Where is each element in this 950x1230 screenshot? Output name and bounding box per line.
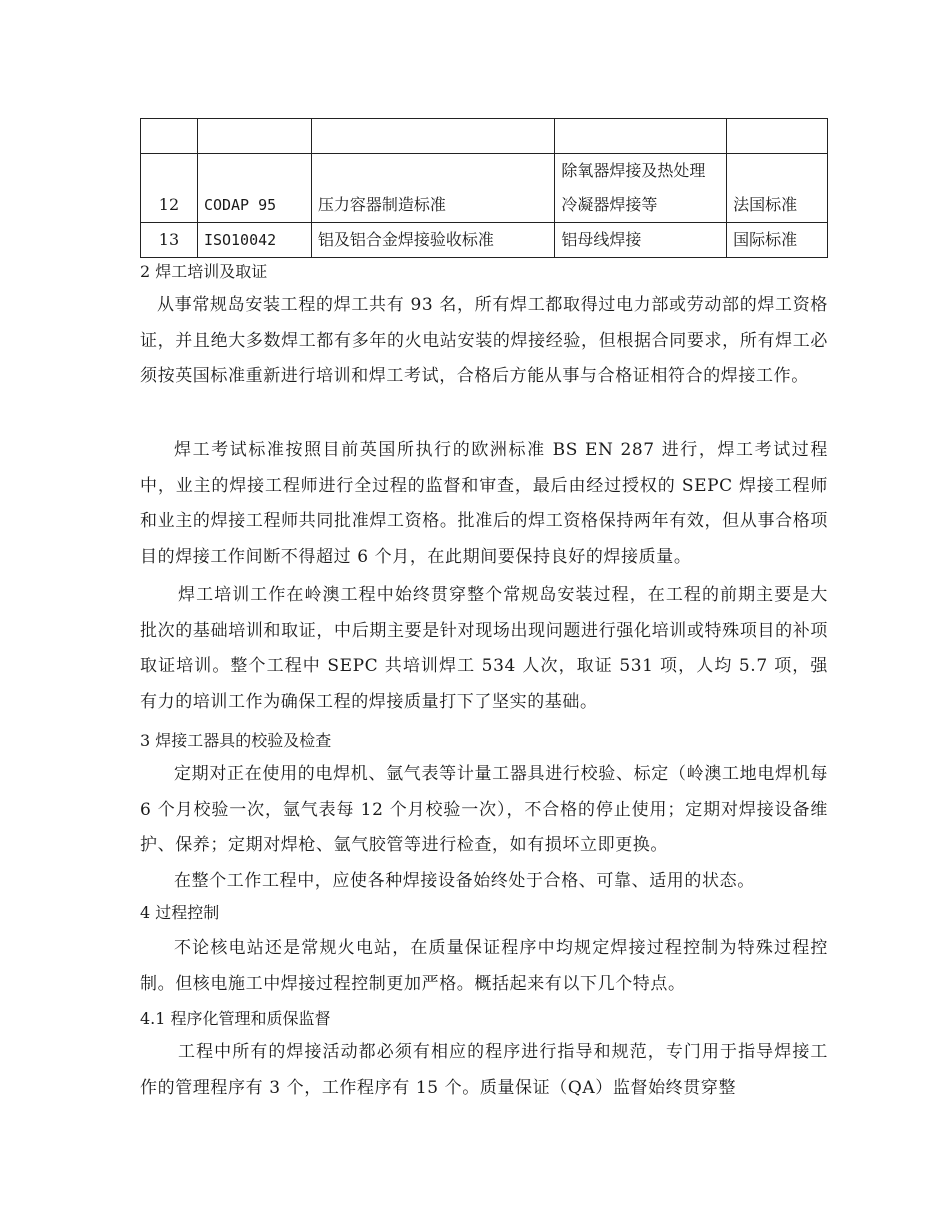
table-cell [311, 119, 555, 154]
section-2-paragraph-2: 焊工考试标准按照目前英国所执行的欧洲标准 BS EN 287 进行，焊工考试过程中，业主的焊接工程师进行全过程的监督和审查，最后由经过授权的 SEPC 焊接工程师和业主的焊接工程师共同批准焊工资格。批准后的焊工资格保持两年有效，但从事合格项目的焊接工作间断不得超过 6 个月，在此期间要保持良好的焊接质量。 [140, 440, 828, 567]
section-4-1-heading: 4.1 程序化管理和质保监督 [140, 1009, 331, 1028]
section-2-paragraph-3: 焊工培训工作在岭澳工程中始终贯穿整个常规岛安装过程，在工程的前期主要是大批次的基础培训和取证，中后期主要是针对现场出现问题进行强化培训或特殊项目的补项取证培训。整个工程中 SEPC 共培训焊工 534 人次，取证 531 项，人均 5.7 项，强有力的培训工作为确保工程的焊接质量打下了坚实的基础。 [140, 585, 828, 712]
table-cell [141, 119, 198, 154]
section-3-heading: 3 焊接工器具的校验及检查 [140, 731, 332, 750]
section-4-1-paragraph-1: 工程中所有的焊接活动都必须有相应的程序进行指导和规范，专门用于指导焊接工作的管理程序有 3 个，工作程序有 15 个。质量保证（QA）监督始终贯穿整 [140, 1042, 828, 1098]
table-cell-code: ISO10042 [197, 223, 311, 258]
table-row [141, 223, 828, 258]
table-cell-scope: 铝母线焊接 [555, 223, 727, 258]
table-cell-number: 13 [141, 223, 198, 258]
table-cell-type: 法国标准 [727, 154, 828, 223]
section-2-paragraph-1: 从事常规岛安装工程的焊工共有 93 名，所有焊工都取得过电力部或劳动部的焊工资格证，并且绝大多数焊工都有多年的火电站安装的焊接经验，但根据合同要求，所有焊工必须按英国标准重新进行培训和焊工考试，合格后方能从事与合格证相符合的焊接工作。 [140, 295, 828, 386]
table-cell-name: 铝及铝合金焊接验收标准 [311, 223, 555, 258]
table-cell [727, 119, 828, 154]
table-row [141, 119, 828, 154]
table-cell-code: CODAP 95 [197, 154, 311, 223]
table-row [141, 154, 828, 223]
section-4-heading: 4 过程控制 [140, 903, 220, 922]
section-4-paragraph-1: 不论核电站还是常规火电站，在质量保证程序中均规定焊接过程控制为特殊过程控制。但核电施工中焊接过程控制更加严格。概括起来有以下几个特点。 [140, 938, 828, 994]
table-cell-scope: 除氧器焊接及热处理冷凝器焊接等 [555, 154, 727, 223]
standards-table [140, 118, 828, 258]
section-3-paragraph-1: 定期对正在使用的电焊机、氩气表等计量工器具进行校验、标定（岭澳工地电焊机每 6 个月校验一次，氩气表每 12 个月校验一次），不合格的停止使用；定期对焊接设备维护、保养；定期对焊枪、氩气胶管等进行检查，如有损坏立即更换。 [140, 764, 828, 855]
table-cell-number: 12 [141, 154, 198, 223]
table-cell-type: 国际标准 [727, 223, 828, 258]
table-cell-name: 压力容器制造标准 [311, 154, 555, 223]
table-cell [197, 119, 311, 154]
table-cell [555, 119, 727, 154]
section-2-heading: 2 焊工培训及取证 [140, 262, 268, 281]
section-3-paragraph-2: 在整个工作工程中，应使各种焊接设备始终处于合格、可靠、适用的状态。 [174, 871, 755, 891]
